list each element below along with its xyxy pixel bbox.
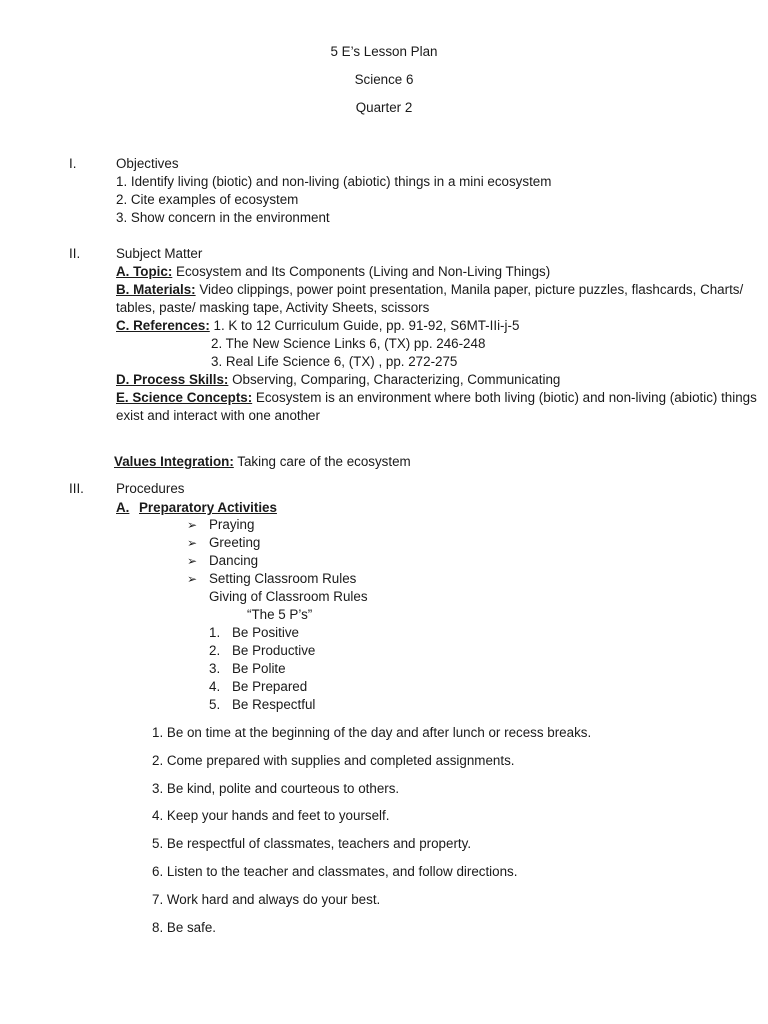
science-concepts-label: E. Science Concepts: [116,390,253,405]
arrow-bullet-icon: ➢ [187,518,198,532]
five-p-text: Be Prepared [232,679,308,694]
materials-row [116,282,743,298]
classroom-rule: 3. Be kind, polite and courteous to others. [152,781,400,796]
classroom-rule: 5. Be respectful of classmates, teachers and property. [152,836,472,851]
arrow-bullet-icon: ➢ [187,536,198,550]
values-integration-row [114,454,411,470]
preparatory-letter: A. [116,500,130,515]
five-p-text: Be Respectful [232,697,316,712]
bullet-item: Greeting [209,535,261,550]
objective-item: 1. Identify living (biotic) and non-living (abiotic) things in a mini ecosystem [116,174,552,189]
process-skills-row [116,372,560,388]
five-p-text: Be Productive [232,643,316,658]
reference-item: 1. K to 12 Curriculum Guide, pp. 91-92, S6MT-IIi-j-5 [213,318,520,333]
five-p-number: 1. [209,625,221,640]
topic-row [116,264,550,280]
five-p-text: Be Polite [232,661,286,676]
science-concepts-text: Ecosystem is an environment where both living (biotic) and non-living (abiotic) things [255,390,757,405]
procedures-heading: Procedures [116,481,185,496]
values-integration-label: Values Integration: [114,454,234,469]
five-p-number: 2. [209,643,221,658]
objective-item: 2. Cite examples of ecosystem [116,192,299,207]
classroom-rule: 7. Work hard and always do your best. [152,892,381,907]
section-numeral-procedures: III. [69,481,84,496]
science-concepts-row [116,390,757,406]
five-p-number: 3. [209,661,221,676]
arrow-bullet-icon: ➢ [187,572,198,586]
process-skills-label: D. Process Skills: [116,372,229,387]
classroom-rule: 2. Come prepared with supplies and completed assignments. [152,753,515,768]
science-concepts-text-cont: exist and interact with one another [116,408,320,423]
materials-text: Video clippings, power point presentation, Manila paper, picture puzzles, flashcards, Charts/ [199,282,744,297]
classroom-rule: 1. Be on time at the beginning of the day and after lunch or recess breaks. [152,725,592,740]
five-p-text: Be Positive [232,625,299,640]
reference-item: 3. Real Life Science 6, (TX) , pp. 272-275 [211,354,458,369]
objective-item: 3. Show concern in the environment [116,210,330,225]
five-p-number: 5. [209,697,221,712]
subject-line: Science 6 [354,72,414,87]
references-label: C. References: [116,318,210,333]
reference-item: 2. The New Science Links 6, (TX) pp. 246-248 [211,336,486,351]
bullet-item: Setting Classroom Rules [209,571,357,586]
preparatory-heading: Preparatory Activities [139,500,277,515]
five-p-number: 4. [209,679,221,694]
section-numeral-objectives: I. [69,156,77,171]
bullet-item: Praying [209,517,255,532]
bullet-item: Dancing [209,553,259,568]
values-integration-text: Taking care of the ecosystem [237,454,411,469]
section-numeral-subject-matter: II. [69,246,81,261]
references-row [116,318,519,334]
giving-rules-line: Giving of Classroom Rules [209,589,368,604]
materials-text-cont: tables, paste/ masking tape, Activity Sheets, scissors [116,300,430,315]
classroom-rule: 6. Listen to the teacher and classmates, and follow directions. [152,864,518,879]
five-ps-title: “The 5 P’s” [247,607,313,622]
process-skills-text: Observing, Comparing, Characterizing, Communicating [232,372,561,387]
quarter-line: Quarter 2 [355,100,413,115]
document-title: 5 E’s Lesson Plan [330,44,438,59]
materials-label: B. Materials: [116,282,196,297]
classroom-rule: 4. Keep your hands and feet to yourself. [152,808,390,823]
subject-matter-heading: Subject Matter [116,246,203,261]
arrow-bullet-icon: ➢ [187,554,198,568]
topic-label: A. Topic: [116,264,173,279]
objectives-heading: Objectives [116,156,179,171]
classroom-rule: 8. Be safe. [152,920,217,935]
topic-text: Ecosystem and Its Components (Living and Non-Living Things) [176,264,551,279]
